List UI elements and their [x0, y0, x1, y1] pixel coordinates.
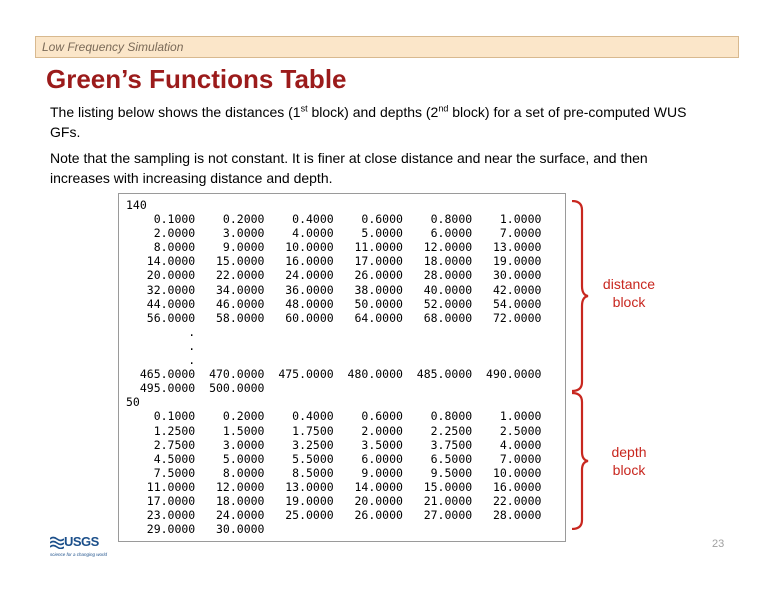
distance-brace [570, 200, 590, 392]
usgs-tagline: science for a changing world [50, 552, 108, 557]
intro-sup-1: st [300, 103, 308, 114]
depth-block-label [594, 443, 664, 479]
intro-paragraph [50, 102, 710, 142]
intro-text-1: The listing below shows the distances (1 [50, 104, 301, 120]
gf-listing-text: 140 0.1000 0.2000 0.4000 0.6000 0.8000 1.0000 2.0000 3.0000 4.0000 5.0000 6.0000 7.0000 8.0000 9.0000 10.0000 11.0000 12.0000 13.0000 14.0000 15.0000 16.0000 17.0000 18.0000 19.0000 20.0000 22.0000 24.0000 26.0000 28.0000 30.0000 32.0000 34.0000 36.0000 38.0000 40.0000 42.0000 44.0000 46.0000 48.0000 50.0000 52.0000 54.0000 56.0000 58.0000 60.0000 64.0000 68.0000 72.0000 . . . 465.0000 470.0000 475.0000 480.0000 485.0000 490.0000 495.0000 500.0000 50 0.1000 0.2000 0.4000 0.6000 0.8000 1.0000 1.2500 1.5000 1.7500 2.0000 2.2500 2.5000 2.7500 3.0000 3.2500 3.5000 3.7500 4.0000 4.5000 5.0000 5.5000 6.0000 6.5000 7.0000 7.5000 8.0000 8.5000 9.0000 9.5000 10.0000 11.0000 12.0000 13.0000 14.0000 15.0000 16.0000 17.0000 18.0000 19.0000 20.0000 21.0000 22.0000 23.0000 24.0000 25.0000 26.0000 27.0000 28.0000 29.0000 30.0000 [126, 198, 542, 537]
intro-text-3: block) for a set of pre-computed WUS GFs. [50, 104, 687, 140]
distance-label-line1: distance [602, 276, 656, 292]
depth-brace [570, 392, 590, 530]
slide-title: Green’s Functions Table [46, 64, 347, 94]
distance-block-label [594, 275, 664, 311]
depth-label-line2: block [612, 462, 646, 478]
depth-label-line1: depth [611, 444, 647, 460]
usgs-logo-text: USGS [64, 534, 99, 549]
section-banner [35, 36, 739, 58]
note-paragraph: Note that the sampling is not constant. It is finer at close distance and near the surface, and then increases with increasing distance and depth. [50, 150, 648, 186]
intro-sup-2: nd [438, 103, 449, 114]
distance-label-line2: block [612, 294, 646, 310]
usgs-wave-icon [50, 535, 64, 549]
page-number: 23 [712, 538, 725, 550]
intro-text-2: block) and depths (2 [307, 104, 439, 120]
section-banner-text: Low Frequency Simulation [42, 40, 184, 54]
gf-listing-box [118, 193, 566, 542]
